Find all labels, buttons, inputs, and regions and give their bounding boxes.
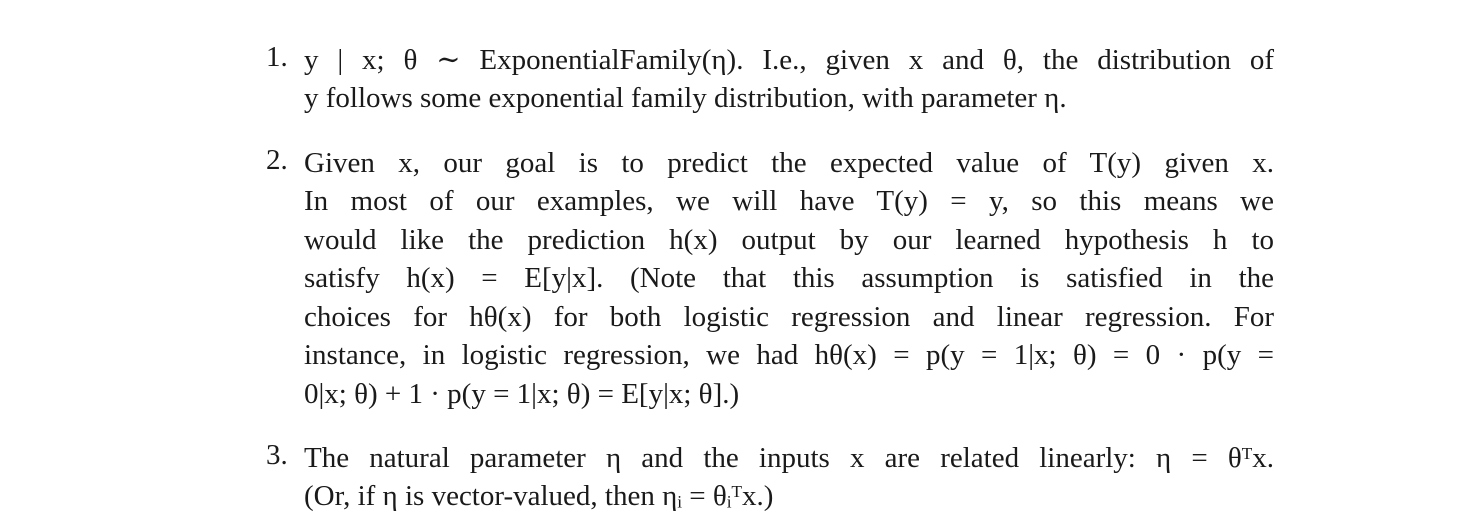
item-text-line: choices for hθ(x) for both logistic regression and linear regression. For xyxy=(304,301,1274,333)
item-text-line: Given x, our goal is to predict the expected value of T(y) given x. xyxy=(304,147,1274,179)
item-number: 3. xyxy=(266,439,288,471)
item-text-line: instance, in logistic regression, we had hθ(x) = p(y = 1|x; θ) = 0 · p(y = xyxy=(304,339,1274,371)
item-number: 1. xyxy=(266,41,288,73)
item-text-line: 0|x; θ) + 1 · p(y = 1|x; θ) = E[y|x; θ].) xyxy=(304,378,740,410)
item-text-line: In most of our examples, we will have T(y) = y, so this means we xyxy=(304,185,1274,217)
item-number: 2. xyxy=(266,144,288,176)
item-text-line: would like the prediction h(x) output by our learned hypothesis h to xyxy=(304,224,1274,256)
item-text-line: satisfy h(x) = E[y|x]. (Note that this assumption is satisfied in the xyxy=(304,262,1274,294)
item-text-line: y follows some exponential family distribution, with parameter η. xyxy=(304,82,1067,114)
item-text-line: (Or, if η is vector-valued, then ηᵢ = θᵢᵀx.) xyxy=(304,480,774,512)
item-text-line: The natural parameter η and the inputs x are related linearly: η = θᵀx. xyxy=(304,442,1274,474)
item-text-line: y | x; θ ∼ ExponentialFamily(η). I.e., given x and θ, the distribution of xyxy=(304,44,1274,76)
